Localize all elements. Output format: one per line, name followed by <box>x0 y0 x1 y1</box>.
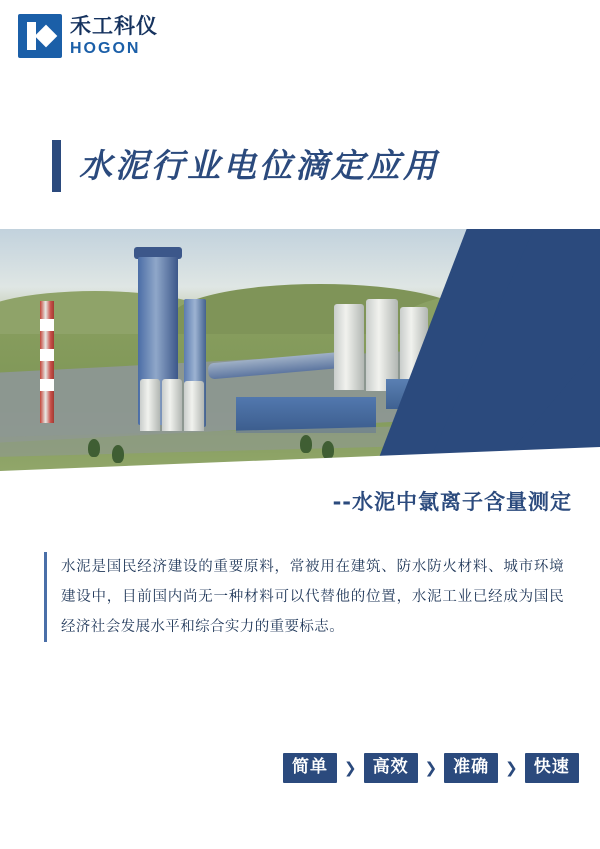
silo-shape <box>140 379 160 431</box>
tree-shape <box>300 435 312 453</box>
feature-chip-4: 快速 <box>525 753 579 783</box>
intro-paragraph <box>44 552 564 642</box>
hogon-logo-icon <box>18 14 62 58</box>
paragraph-accent-bar <box>44 552 47 642</box>
brand-text <box>70 13 158 57</box>
hero-image <box>0 229 600 481</box>
tree-shape <box>322 441 334 459</box>
tree-shape <box>88 439 100 457</box>
page-title <box>52 140 439 192</box>
feature-chip-list <box>283 753 579 783</box>
silo-shape <box>184 381 204 431</box>
title-text: 水泥行业电位滴定应用 <box>79 146 439 185</box>
silo-shape <box>366 299 398 391</box>
silo-shape <box>162 379 182 431</box>
feature-chip-3: 准确 <box>444 753 498 783</box>
chimney-icon <box>40 301 54 423</box>
brand-logo <box>18 14 158 58</box>
tree-shape <box>112 445 124 463</box>
brand-name-cn: 禾工科仪 <box>70 13 158 38</box>
chevron-right-icon: ❯ <box>424 758 438 777</box>
feature-chip-2: 高效 <box>364 753 418 783</box>
brand-name-en: HOGON <box>70 39 141 57</box>
feature-chip-1: 简单 <box>283 753 337 783</box>
subtitle: --水泥中氯离子含量测定 <box>332 490 572 514</box>
chevron-right-icon: ❯ <box>344 758 357 777</box>
paragraph-text: 水泥是国民经济建设的重要原料，常被用在建筑、防水防火材料、城市环境建设中，目前国内尚无一种材料可以代替他的位置，水泥工业已经成为国民经济社会发展水平和综合实力的重要标志。 <box>61 559 564 635</box>
chevron-right-icon: ❯ <box>505 758 518 777</box>
silo-shape <box>334 304 364 390</box>
title-accent-bar <box>52 140 61 192</box>
